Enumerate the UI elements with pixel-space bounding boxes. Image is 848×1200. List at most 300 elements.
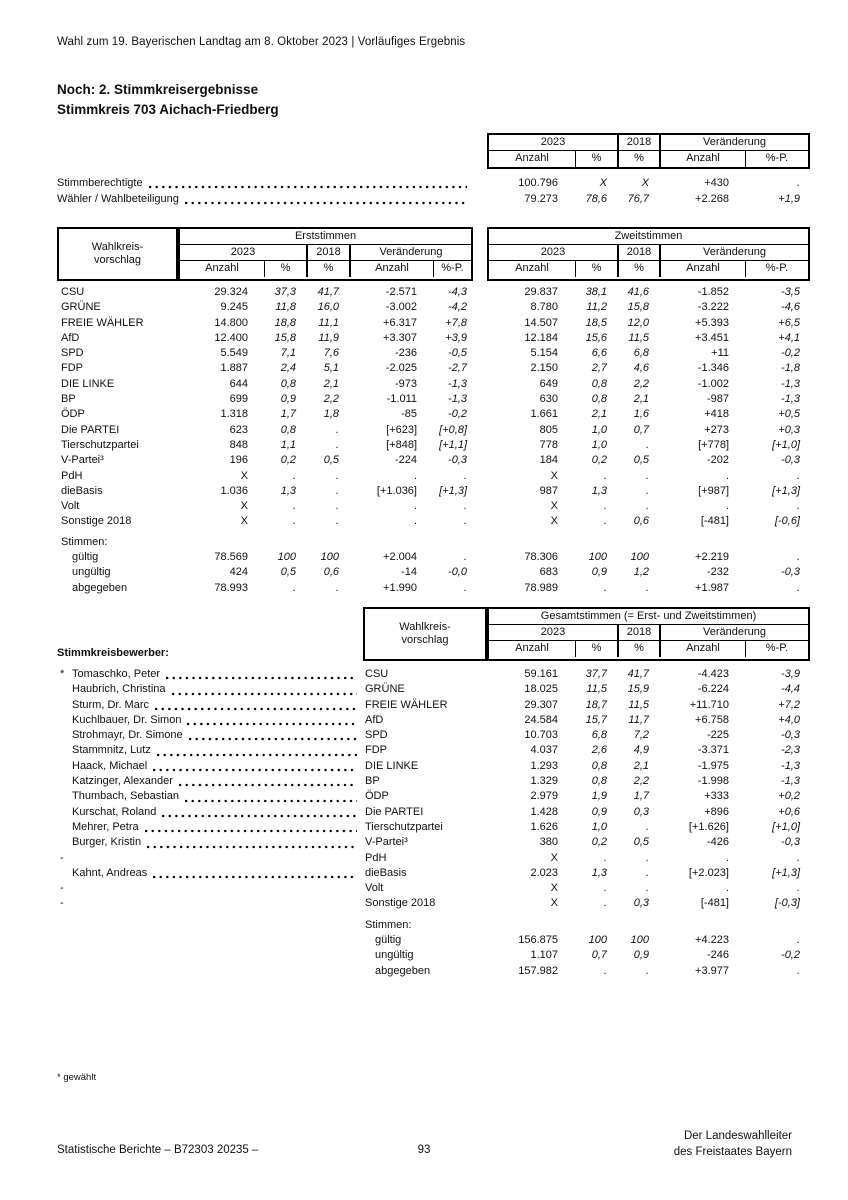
z-chg-pctp: -1,8 — [781, 362, 800, 375]
gap — [473, 392, 487, 407]
candidate-row — [57, 682, 810, 697]
e-chg-anzahl: -2.025 — [385, 362, 417, 375]
party-row — [57, 514, 810, 529]
g-chg-anzahl: +6.758 — [695, 713, 729, 726]
candidate-name-cell — [57, 743, 363, 758]
g-chg-anzahl: -426 — [706, 836, 729, 849]
candidate-name-cell — [57, 851, 363, 866]
z-pct-2018: 1,6 — [633, 408, 649, 421]
g-pct-2023: 100 — [588, 934, 607, 947]
gap — [473, 300, 487, 315]
party-name: V-Partei³ — [61, 454, 104, 467]
candidate-name-cell — [57, 759, 363, 774]
z-chg-anzahl: . — [725, 500, 729, 513]
g-pct-2018: . — [645, 882, 649, 895]
e-anzahl-2023: X — [240, 469, 248, 482]
wahlkreis-line2: vorschlag — [401, 634, 449, 646]
g-pct-2018: 11,5 — [628, 698, 649, 711]
e-chg-pctp: -0,5 — [448, 347, 467, 360]
g-chg-anzahl: [+1.626] — [688, 820, 729, 833]
e-anzahl-2023: 848 — [229, 438, 248, 451]
votes-table-body — [57, 285, 810, 530]
g-anzahl-2023: 156.875 — [518, 934, 558, 947]
e-chg-pctp: +3,9 — [445, 331, 467, 344]
g-pct-2023: 0,8 — [591, 759, 607, 772]
header-veraenderung: Veränderung — [659, 625, 808, 640]
z-chg-anzahl: -987 — [706, 393, 729, 406]
summary-label-text: Stimmberechtigte — [57, 177, 143, 189]
candidate-name: Katzinger, Alexander — [72, 775, 173, 788]
g-chg-pctp: [+1,3] — [772, 866, 800, 879]
e-pct-2018: 0,5 — [323, 454, 339, 467]
e-pct-2018: . — [335, 515, 339, 528]
z-pct-2023: . — [603, 469, 607, 482]
stimmen-label: abgegeben — [375, 964, 431, 977]
z-anzahl-2023: 78.306 — [524, 551, 558, 564]
header-anzahl: Anzahl — [515, 262, 549, 274]
g-anzahl-2023: 1.293 — [530, 759, 558, 772]
party-row — [57, 316, 810, 331]
candidate-name: Thumbach, Sebastian — [72, 790, 180, 803]
z-chg-pctp: -1,3 — [781, 393, 800, 406]
party-row — [57, 331, 810, 346]
candidate-name-cell — [57, 820, 363, 835]
stimmen-label: ungültig — [375, 949, 414, 962]
z-pct-2018: 2,1 — [633, 393, 649, 406]
header-pct-2018: % — [617, 151, 659, 167]
spacer — [57, 933, 363, 948]
e-pct-2023: 0,5 — [280, 566, 296, 579]
g-chg-anzahl: -1.975 — [697, 759, 729, 772]
elected-marker — [60, 759, 72, 774]
candidate-name-cell — [57, 667, 363, 682]
g-pct-2018: 4,9 — [633, 744, 649, 757]
elected-marker: - — [60, 882, 64, 895]
g-pct-2023: 1,9 — [591, 790, 607, 803]
party-name: SPD — [61, 347, 84, 360]
stimmkreisbewerber-heading: Stimmkreisbewerber: — [57, 647, 169, 659]
e-anzahl-2023: 5.549 — [220, 347, 248, 360]
z-chg-pctp: . — [796, 551, 800, 564]
z-pct-2023: 15,6 — [585, 331, 607, 344]
z-pct-2018: . — [645, 581, 649, 594]
z-chg-pctp: . — [796, 469, 800, 482]
z-chg-anzahl: -1.852 — [697, 286, 729, 298]
gesamtstimmen-header-group — [487, 607, 810, 661]
e-chg-anzahl: . — [413, 469, 417, 482]
votes-stimmen-rows — [57, 550, 810, 596]
summary-table-body — [57, 175, 810, 207]
e-chg-pctp: . — [463, 581, 467, 594]
z-chg-anzahl: +2.219 — [695, 551, 729, 564]
e-anzahl-2023: 78.993 — [214, 581, 248, 594]
party-row — [57, 484, 810, 499]
candidate-row — [57, 667, 810, 682]
z-chg-anzahl: -232 — [706, 566, 729, 579]
z-anzahl-2023: 987 — [539, 484, 558, 497]
z-chg-anzahl: [+778] — [698, 438, 729, 451]
dot-leader — [153, 768, 357, 772]
stimmen-label: abgegeben — [72, 581, 128, 594]
party-name: BP — [61, 393, 76, 406]
e-pct-2023: 0,2 — [280, 454, 296, 467]
z-pct-2018: 1,2 — [633, 566, 649, 579]
z-pct-2023: . — [603, 515, 607, 528]
g-chg-pctp: -3,9 — [781, 668, 800, 680]
z-chg-anzahl: -202 — [706, 454, 729, 467]
e-chg-pctp: -4,3 — [448, 286, 467, 298]
g-chg-pctp: . — [796, 964, 800, 977]
e-anzahl-2023: 424 — [229, 566, 248, 579]
g-chg-pctp: +0,6 — [778, 805, 800, 818]
e-chg-pctp: +7,8 — [445, 316, 467, 329]
header-anzahl: Anzahl — [205, 262, 239, 274]
gap — [473, 499, 487, 514]
g-chg-pctp: +0,2 — [778, 790, 800, 803]
g-pct-2023: . — [603, 851, 607, 864]
g-pct-2018: . — [645, 964, 649, 977]
e-anzahl-2023: 699 — [229, 393, 248, 406]
e-pct-2018: 16,0 — [317, 301, 339, 314]
e-pct-2023: . — [292, 469, 296, 482]
e-pct-2018: . — [335, 581, 339, 594]
z-pct-2023: 38,1 — [585, 286, 607, 298]
elected-marker — [60, 866, 72, 881]
z-chg-pctp: -3,5 — [781, 286, 800, 298]
z-anzahl-2023: 29.837 — [524, 286, 558, 298]
gap — [473, 407, 487, 422]
g-chg-anzahl: +3.977 — [695, 964, 729, 977]
g-anzahl-2023: 2.979 — [530, 790, 558, 803]
header-pct: % — [264, 261, 306, 277]
gap — [473, 361, 487, 376]
e-pct-2018: 2,1 — [323, 377, 339, 390]
z-chg-anzahl: +418 — [704, 408, 729, 421]
z-anzahl-2023: 778 — [539, 438, 558, 451]
g-chg-anzahl: +333 — [704, 790, 729, 803]
party-name: AfD — [61, 331, 80, 344]
party-row — [57, 346, 810, 361]
candidate-name-cell — [57, 896, 363, 911]
header-chg-pctp: %-P. — [433, 261, 471, 277]
party-row — [57, 392, 810, 407]
z-pct-2023: 18,5 — [585, 316, 607, 329]
e-chg-anzahl: -1.011 — [386, 393, 417, 406]
z-anzahl-2023: X — [550, 469, 558, 482]
header-pct: % — [575, 641, 617, 657]
elected-marker: - — [60, 897, 64, 910]
z-chg-pctp: . — [796, 500, 800, 513]
candidate-name-cell — [57, 805, 363, 820]
g-pct-2018: 2,2 — [633, 775, 649, 788]
g-chg-pctp: +7,2 — [778, 698, 800, 711]
candidate-name: Kuchlbauer, Dr. Simon — [72, 713, 182, 726]
party-name: PdH — [61, 469, 83, 482]
e-anzahl-2023: 196 — [229, 454, 248, 467]
g-anzahl-2023: X — [550, 851, 558, 864]
candidate-name: Kahnt, Andreas — [72, 866, 148, 879]
party-row — [57, 499, 810, 514]
cell-chg-pctp: . — [796, 177, 800, 189]
g-anzahl-2023: X — [550, 897, 558, 910]
summary-table — [57, 133, 810, 207]
dot-leader — [172, 692, 357, 696]
candidate-row — [57, 805, 810, 820]
g-anzahl-2023: 1.107 — [530, 949, 558, 962]
elected-marker — [60, 835, 72, 850]
stimmen-heading: Stimmen: — [365, 918, 412, 931]
title-line-1: Noch: 2. Stimmkreisergebnisse — [57, 82, 259, 97]
dot-leader — [145, 829, 357, 833]
gap — [473, 514, 487, 529]
z-anzahl-2023: X — [550, 500, 558, 513]
summary-label — [57, 191, 473, 207]
e-chg-pctp: . — [463, 515, 467, 528]
candidates-table — [57, 607, 810, 979]
e-anzahl-2023: 1.887 — [220, 362, 248, 375]
e-pct-2018: . — [335, 484, 339, 497]
e-chg-pctp: -1,3 — [448, 377, 467, 390]
elected-marker — [60, 789, 72, 804]
candidate-party: ÖDP — [365, 790, 389, 803]
g-pct-2018: . — [645, 866, 649, 879]
z-chg-pctp: +4,1 — [778, 331, 800, 344]
e-chg-anzahl: +2.004 — [383, 551, 417, 564]
e-pct-2023: . — [292, 515, 296, 528]
g-pct-2023: 1,3 — [591, 866, 607, 879]
party-name: GRÜNE — [61, 301, 101, 314]
e-chg-anzahl: -85 — [401, 408, 417, 421]
e-pct-2023: 37,3 — [274, 286, 296, 298]
wahlkreis-line1: Wahlkreis- — [399, 621, 451, 633]
g-pct-2018: 2,1 — [633, 759, 649, 772]
candidate-party: CSU — [365, 668, 389, 680]
candidate-name-cell — [57, 728, 363, 743]
z-chg-anzahl: [+987] — [698, 484, 729, 497]
header-pct-2018: % — [617, 261, 659, 277]
candidate-row — [57, 835, 810, 850]
candidate-party: AfD — [365, 713, 384, 726]
cell-chg-anzahl: +2.268 — [695, 193, 729, 205]
g-pct-2023: 11,5 — [586, 683, 607, 696]
z-chg-pctp: -1,3 — [781, 377, 800, 390]
e-chg-anzahl: +1.990 — [383, 581, 417, 594]
g-chg-pctp: -1,3 — [781, 775, 800, 788]
footer-publisher — [674, 1128, 792, 1160]
page-header: Wahl zum 19. Bayerischen Landtag am 8. Oktober 2023 | Vorläufiges Ergebnis — [57, 36, 466, 48]
report-title — [57, 80, 279, 120]
e-chg-anzahl: -3.002 — [385, 301, 417, 314]
candidates-table-body — [57, 667, 810, 912]
gap — [473, 191, 487, 207]
party-row — [57, 438, 810, 453]
z-pct-2018: 0,5 — [633, 454, 649, 467]
candidate-row — [57, 789, 810, 804]
gap — [473, 484, 487, 499]
dot-leader — [155, 707, 357, 711]
footnote-gewaehlt: * gewählt — [57, 1072, 97, 1083]
party-name: DIE LINKE — [61, 377, 115, 390]
cell-pct-2023: X — [599, 177, 607, 189]
candidates-stimmen-rows — [57, 933, 810, 979]
e-pct-2023: 0,8 — [280, 423, 296, 436]
candidate-row — [57, 851, 810, 866]
candidate-row — [57, 896, 810, 911]
g-chg-pctp: . — [796, 851, 800, 864]
e-chg-anzahl: . — [413, 500, 417, 513]
e-anzahl-2023: 1.036 — [220, 484, 248, 497]
e-pct-2018: 11,9 — [318, 331, 339, 344]
footer-publisher-line2: des Freistaates Bayern — [673, 1146, 792, 1158]
header-2018: 2018 — [617, 135, 659, 150]
z-pct-2023: 1,0 — [591, 438, 607, 451]
z-pct-2023: . — [603, 581, 607, 594]
g-pct-2023: . — [603, 897, 607, 910]
stimmen-row — [57, 565, 810, 580]
z-chg-pctp: -0,3 — [781, 454, 800, 467]
e-anzahl-2023: 1.318 — [220, 408, 248, 421]
party-name: FREIE WÄHLER — [61, 316, 144, 329]
spacer — [57, 964, 363, 979]
elected-marker: * — [60, 668, 65, 680]
e-anzahl-2023: 29.324 — [214, 286, 248, 298]
e-pct-2023: 0,9 — [280, 393, 296, 406]
g-pct-2023: 15,7 — [585, 713, 607, 726]
wahlkreis-line2: vorschlag — [93, 254, 142, 266]
elected-marker — [60, 713, 72, 728]
g-pct-2018: 0,5 — [633, 836, 649, 849]
summary-row — [57, 191, 810, 207]
e-chg-pctp: -0,3 — [448, 454, 467, 467]
g-chg-anzahl: -246 — [706, 949, 729, 962]
dot-leader — [189, 737, 357, 741]
e-pct-2023: 11,8 — [275, 301, 296, 314]
candidate-party: DIE LINKE — [365, 759, 419, 772]
candidate-name: Tomaschko, Peter — [72, 668, 161, 680]
gap — [473, 331, 487, 346]
candidate-party: PdH — [365, 851, 387, 864]
e-pct-2023: . — [292, 500, 296, 513]
g-chg-pctp: -2,3 — [781, 744, 800, 757]
z-chg-pctp: . — [796, 581, 800, 594]
gap — [473, 377, 487, 392]
e-pct-2018: 11,1 — [318, 316, 339, 329]
e-pct-2023: 1,3 — [280, 484, 296, 497]
party-row — [57, 423, 810, 438]
z-pct-2023: 0,9 — [591, 566, 607, 579]
e-pct-2018: . — [335, 500, 339, 513]
candidate-name-cell — [57, 774, 363, 789]
footer-series: Statistische Berichte – B72303 20235 – — [57, 1144, 259, 1156]
party-name: CSU — [61, 286, 85, 298]
e-pct-2023: 18,8 — [274, 316, 296, 329]
g-chg-pctp: -4,4 — [781, 683, 800, 696]
z-pct-2018: 100 — [630, 551, 649, 564]
z-pct-2018: 4,6 — [633, 362, 649, 375]
g-pct-2023: 0,2 — [591, 836, 607, 849]
g-chg-pctp: [-0,3] — [774, 897, 800, 910]
g-anzahl-2023: X — [550, 882, 558, 895]
candidate-row — [57, 743, 810, 758]
e-chg-pctp: -1,3 — [448, 393, 467, 406]
candidate-row — [57, 698, 810, 713]
dot-leader — [149, 185, 467, 189]
z-chg-pctp: -0,3 — [781, 566, 800, 579]
e-anzahl-2023: X — [240, 515, 248, 528]
stimmen-row — [57, 933, 810, 948]
candidate-name-cell — [57, 835, 363, 850]
candidate-party: V-Partei³ — [365, 836, 408, 849]
e-pct-2018: 2,2 — [323, 393, 339, 406]
g-pct-2018: 1,7 — [633, 790, 649, 803]
g-chg-anzahl: [+2.023] — [688, 866, 729, 879]
e-chg-pctp: -0,0 — [448, 566, 467, 579]
cell-anzahl-2023: 79.273 — [524, 193, 558, 205]
z-anzahl-2023: 5.154 — [530, 347, 558, 360]
elected-marker — [60, 805, 72, 820]
party-row — [57, 453, 810, 468]
z-pct-2023: 1,3 — [591, 484, 607, 497]
header-pct-2018: % — [306, 261, 349, 277]
candidate-name-cell — [57, 866, 363, 881]
elected-marker — [60, 743, 72, 758]
z-pct-2023: 0,2 — [591, 454, 607, 467]
zweitstimmen-header-group — [487, 227, 810, 281]
e-chg-pctp: . — [463, 469, 467, 482]
candidates-stimmen-section — [57, 918, 810, 979]
stimmen-heading: Stimmen: — [61, 535, 108, 548]
e-chg-pctp: [+1,1] — [439, 438, 467, 451]
header-2023: 2023 — [540, 136, 566, 148]
e-pct-2018: 0,6 — [323, 566, 339, 579]
header-pct: % — [575, 151, 617, 167]
gap — [473, 453, 487, 468]
e-pct-2023: 100 — [277, 551, 296, 564]
candidate-name: Haubrich, Christina — [72, 683, 166, 696]
erststimmen-header-group — [178, 227, 473, 281]
cell-pct-2023: 78,6 — [585, 193, 607, 205]
g-chg-anzahl: -6.224 — [697, 683, 729, 696]
candidate-name-cell — [57, 713, 363, 728]
elected-marker: - — [60, 851, 64, 864]
e-chg-pctp: [+1,3] — [439, 484, 467, 497]
z-chg-anzahl: +11 — [711, 347, 729, 360]
header-chg-pctp: %-P. — [745, 261, 808, 277]
title-line-2: Stimmkreis 703 Aichach-Friedberg — [57, 102, 279, 117]
votes-table — [57, 227, 810, 596]
candidate-row — [57, 713, 810, 728]
g-anzahl-2023: 380 — [539, 836, 558, 849]
g-anzahl-2023: 1.626 — [530, 820, 558, 833]
spacer — [57, 948, 363, 963]
e-anzahl-2023: 78.569 — [214, 551, 248, 564]
stimmen-row — [57, 948, 810, 963]
g-anzahl-2023: 2.023 — [530, 866, 558, 879]
z-pct-2023: 6,6 — [591, 347, 607, 360]
z-chg-pctp: -0,2 — [781, 347, 800, 360]
z-pct-2023: 2,1 — [591, 408, 607, 421]
g-chg-pctp: +4,0 — [778, 713, 800, 726]
e-pct-2023: 1,1 — [280, 438, 296, 451]
candidate-name-cell — [57, 682, 363, 697]
cell-chg-anzahl: +430 — [704, 177, 729, 189]
gap — [473, 346, 487, 361]
z-chg-anzahl: +3.451 — [695, 331, 729, 344]
z-anzahl-2023: 630 — [539, 393, 558, 406]
g-pct-2018: 7,2 — [633, 729, 649, 742]
e-pct-2018: 100 — [320, 551, 339, 564]
gap — [473, 423, 487, 438]
